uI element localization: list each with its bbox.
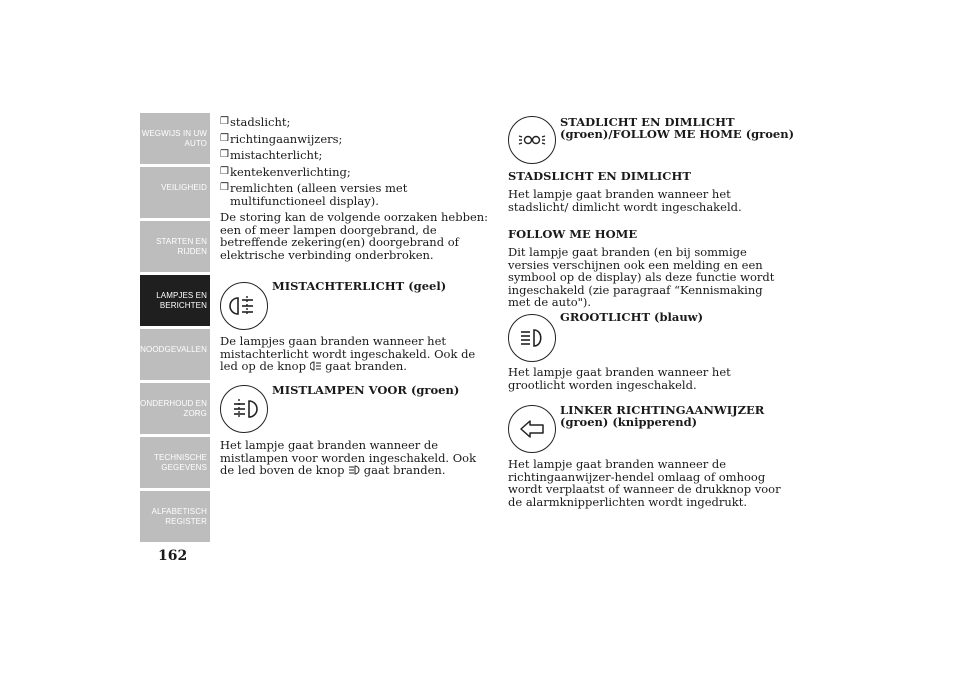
front-fog-button-icon [348, 465, 360, 475]
tab-starten[interactable]: STARTEN EN RIJDEN [140, 221, 210, 272]
follow-me-home-text: Dit lampje gaat branden (en bij sommige versies verschijnen ook een melding en een symbool op de display) als deze functie wordt ingeschakeld (zie paragraaf “Kennismaking met de auto"). [508, 245, 775, 309]
checkbox-marker: ❒ [220, 165, 229, 177]
checkbox-marker: ❒ [220, 149, 229, 160]
page-number: 162 [158, 548, 188, 564]
cause-text: De storing kan de volgende oorzaken hebben: een of meer lampen doorgebrand, de betreffende zekering(en) doorgebrand of elektrische verbinding onderbroken. [220, 210, 489, 262]
side-dipped-title-1: STADLICHT EN DIMLICHT [560, 115, 735, 129]
left-turn-text: Het lampje gaat branden wanneer de richtingaanwijzer-hendel omlaag of omhoog wordt verplaatst of wanneer de drukknop voor de alarmknipperlichten wordt ingedrukt. [508, 457, 781, 509]
front-fog-text: Het lampje gaat branden wanneer de mistlampen voor worden ingeschakeld. Ook de led boven de knop gaat branden. [220, 438, 477, 477]
high-beam-text: Het lampje gaat branden wanneer het grootlicht worden ingeschakeld. [508, 365, 731, 392]
side-dipped-subtitle: STADSLICHT EN DIMLICHT [508, 169, 691, 183]
checkbox-marker: ❒ [220, 182, 229, 193]
left-column [220, 116, 492, 261]
tab-noodgevallen[interactable]: NOODGEVALLEN [140, 329, 210, 380]
list-item: ❒ richtingaanwijzers; [220, 131, 343, 146]
list-item: ❒ mistachterlicht; [220, 148, 323, 162]
side-dipped-light-icon [508, 116, 556, 164]
checkbox-marker: ❒ [220, 116, 229, 127]
tab-onderhoud[interactable]: ONDERHOUD EN ZORG [140, 383, 210, 434]
left-turn-title-2: (groen) (knipperend) [560, 415, 698, 429]
list-item: ❒ kentekenverlichting; [220, 164, 351, 179]
rear-fog-light-icon [220, 282, 268, 330]
tab-register[interactable]: ALFABETISCH REGISTER [140, 491, 210, 542]
checkbox-marker: ❒ [220, 132, 229, 144]
tab-veiligheid[interactable]: VEILIGHEID [140, 167, 210, 218]
side-dipped-text: Het lampje gaat branden wanneer het stadslicht/ dimlicht wordt ingeschakeld. [508, 187, 742, 214]
tab-lampjes[interactable]: LAMPJES EN BERICHTEN [140, 275, 210, 326]
list-item: ❒ stadslicht; [220, 115, 291, 129]
high-beam-icon [508, 314, 556, 362]
tab-technische[interactable]: TECHNISCHE GEGEVENS [140, 437, 210, 488]
high-beam-title: GROOTLICHT (blauw) [560, 310, 704, 324]
rear-fog-button-icon [310, 361, 322, 371]
front-fog-light-icon [220, 385, 268, 433]
left-turn-title-1: LINKER RICHTINGAANWIJZER [560, 403, 765, 417]
list-item: ❒ remlichten (alleen versies met multifunctioneel display). [220, 181, 408, 208]
follow-me-home-title: FOLLOW ME HOME [508, 227, 638, 241]
rear-fog-text: De lampjes gaan branden wanneer het mistachterlicht wordt ingeschakeld. Ook de led op de knop gaat branden. [220, 334, 476, 373]
chapter-tabs [140, 113, 210, 545]
tab-wegwijs[interactable]: WEGWIJS IN UW AUTO [140, 113, 210, 164]
left-turn-arrow-icon [508, 405, 556, 453]
side-dipped-title-2: (groen)/FOLLOW ME HOME (groen) [560, 127, 795, 141]
rear-fog-title: MISTACHTERLICHT (geel) [272, 279, 447, 293]
front-fog-title: MISTLAMPEN VOOR (groen) [272, 383, 460, 397]
